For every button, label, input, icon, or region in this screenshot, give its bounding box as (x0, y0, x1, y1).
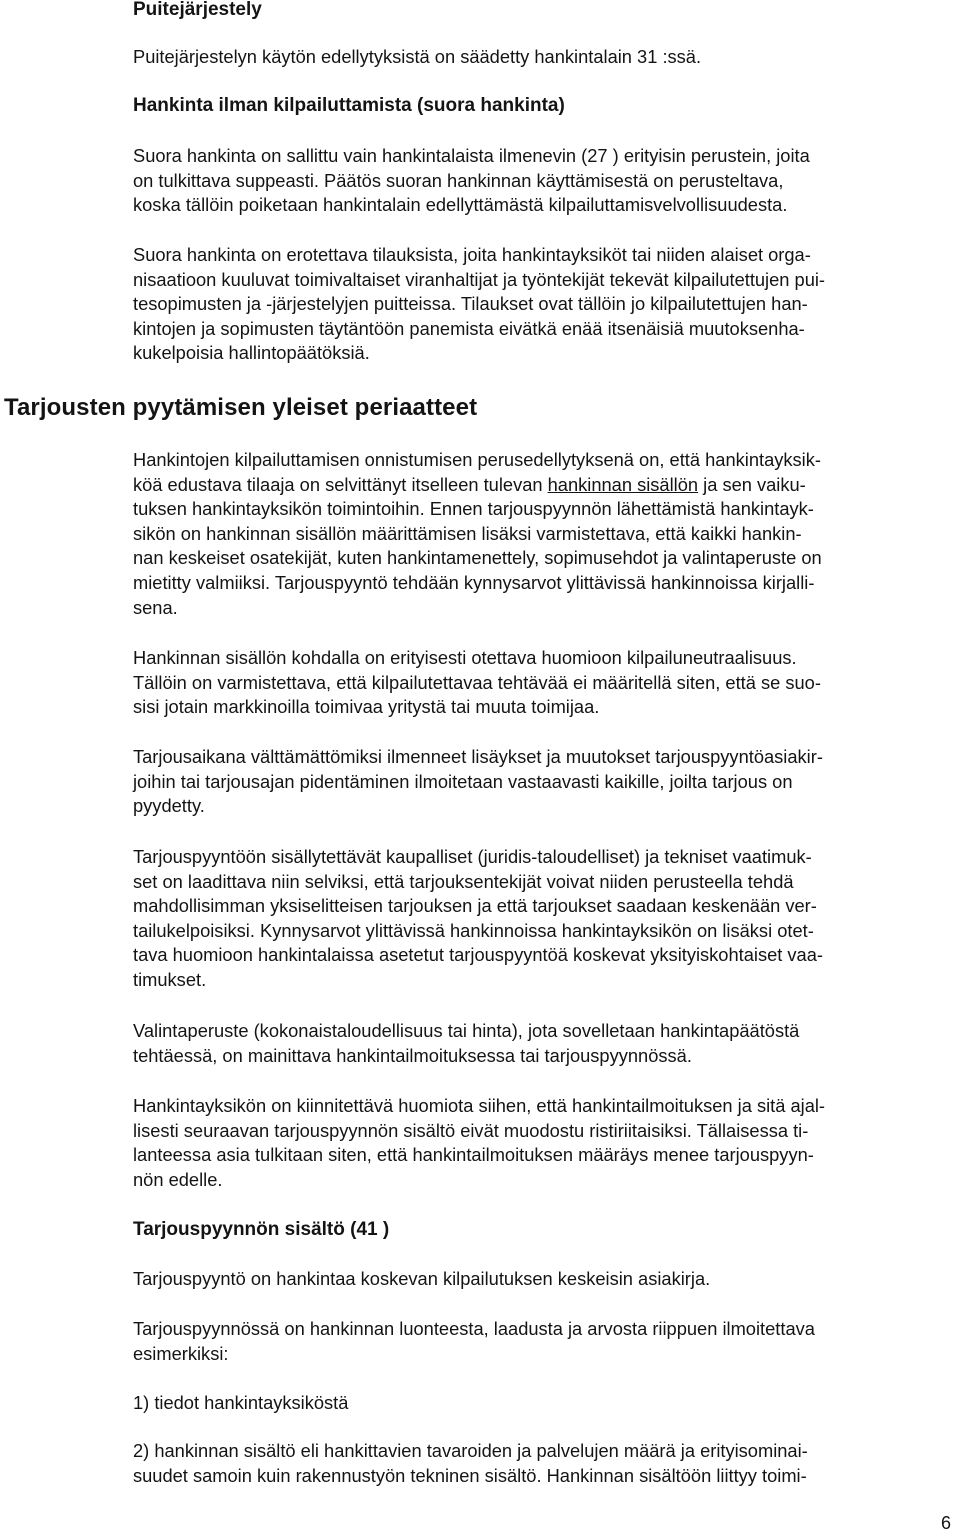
text-line: sena. (133, 596, 178, 618)
paragraph-tarjousten-pyytaminen-3 (133, 745, 955, 819)
paragraph-tarjousten-pyytaminen-6 (133, 1094, 955, 1192)
text-line: Puitejärjestelyn käytön edellytyksistä on säädetty hankintalain 31 :ssä. (133, 46, 702, 67)
paragraph-puitejarjestely (133, 45, 955, 70)
text-line: Hankintojen kilpailuttamisen onnistumisen perusedellytyksenä on, että hankintayksik- (133, 449, 821, 470)
text-line: esimerkiksi: (133, 1342, 229, 1364)
text-fragment: ja sen vaiku- (698, 473, 806, 495)
page-number: 6 (940, 1513, 951, 1533)
paragraph-suora-hankinta-1 (133, 144, 955, 218)
text-line: Tarjouspyyntö on hankintaa koskevan kilpailutuksen keskeisin asiakirja. (133, 1268, 711, 1289)
list-item-2 (133, 1439, 955, 1488)
text-line: Tarjouspyynnössä on hankinnan luonteesta, laadusta ja arvosta riippuen ilmoitettava (133, 1318, 815, 1339)
text-line: Tällöin on varmistettava, että kilpailutettavaa tehtävää ei määritellä siten, että se suo- (133, 671, 821, 693)
text-line: nisaatioon kuuluvat toimivaltaiset viranhaltijat ja työntekijät tekevät kilpailutettujen pui- (133, 268, 826, 290)
text-line: timukset. (133, 968, 207, 990)
paragraph-tarjousten-pyytaminen-4 (133, 845, 955, 993)
text-line: sikön on hankinnan sisällön määrittämisen lisäksi varmistettava, että kaikki hankin- (133, 522, 802, 544)
text-line: lanteessa asia tulkitaan siten, että hankintailmoituksen määräys menee tarjouspyyn- (133, 1144, 814, 1166)
list-item-1 (133, 1391, 955, 1416)
text-line: tehtäessä, on mainittava hankintailmoituksessa tai tarjouspyynnössä. (133, 1044, 692, 1066)
text-line: Suora hankinta on sallittu vain hankintalaista ilmenevin (27 ) erityisin perustein, joita (133, 145, 810, 166)
text-line: Tarjouspyyntöön sisällytettävät kaupalliset (juridis-taloudelliset) ja tekniset vaatimuk- (133, 846, 812, 867)
section-heading-tarjouspyynnon-sisalto: Tarjouspyynnön sisältö (41 ) (133, 1219, 390, 1240)
text-line: mietitty valmiiksi. Tarjouspyyntö tehdään kynnysarvot ylittävissä hankinnoissa kirjalli- (133, 571, 815, 593)
paragraph-tarjousten-pyytaminen-1 (133, 448, 955, 620)
text-fragment: köä edustava tilaaja on selvittänyt itselleen tulevan (133, 473, 548, 495)
text-line: on tulkittava suppeasti. Päätös suoran hankinnan käyttämisestä on perusteltava, (133, 169, 784, 191)
text-line: tuksen hankintayksikön toimintoihin. Ennen tarjouspyynnön lähettämistä hankintayk- (133, 498, 814, 520)
text-line: Valintaperuste (kokonaistaloudellisuus tai hinta), jota sovelletaan hankintapäätöstä (133, 1020, 800, 1041)
text-line: mahdollisimman yksiselitteisen tarjouksen ja että tarjoukset saadaan keskenään ver- (133, 895, 817, 917)
text-line: Hankinnan sisällön kohdalla on erityisesti otettava huomioon kilpailuneutraalisuus. (133, 647, 797, 668)
paragraph-tarjouspyynnon-sisalto-2 (133, 1317, 955, 1366)
text-line: lisesti seuraavan tarjouspyynnön sisältö eivät muodostu ristiriitaisiksi. Tällaisessa ti- (133, 1119, 809, 1141)
text-line: 1) tiedot hankintayksiköstä (133, 1392, 349, 1413)
text-line: suudet samoin kuin rakennustyön tekninen sisältö. Hankinnan sisältöön liittyy toimi- (133, 1464, 807, 1486)
hankinnan-sisallon-link[interactable]: hankinnan sisällön (547, 473, 699, 495)
text-line: kukelpoisia hallintopäätöksiä. (133, 342, 370, 364)
text-line: kintojen ja sopimusten täytäntöön panemista eivätkä enää itsenäisiä muutoksenha- (133, 317, 805, 339)
paragraph-tarjouspyynnon-sisalto-1 (133, 1267, 955, 1292)
text-line: 2) hankinnan sisältö eli hankittavien tavaroiden ja palvelujen määrä ja erityisominai- (133, 1440, 808, 1461)
paragraph-suora-hankinta-2 (133, 243, 955, 366)
text-line: tava huomioon hankintalaissa asetetut tarjouspyyntöä koskevat yksityiskohtaiset vaa- (133, 944, 823, 966)
paragraph-tarjousten-pyytaminen-2 (133, 646, 955, 720)
text-line (133, 473, 955, 498)
text-line: koska tällöin poiketaan hankintalain edellyttämästä kilpailuttamisvelvollisuudesta. (133, 194, 788, 216)
text-line: Tarjousaikana välttämättömiksi ilmenneet lisäykset ja muutokset tarjouspyyntöasiakir- (133, 746, 823, 767)
text-line: joihin tai tarjousajan pidentäminen ilmoitetaan vastaavasti kaikille, joilta tarjous on (133, 770, 793, 792)
text-line: nön edelle. (133, 1168, 223, 1190)
text-line: sisi jotain markkinoilla toimivaa yritystä tai muuta toimijaa. (133, 696, 600, 718)
section-heading-tarjousten-pyytaminen: Tarjousten pyytämisen yleiset periaatteet (4, 394, 478, 421)
paragraph-tarjousten-pyytaminen-5 (133, 1019, 955, 1068)
text-line: set on laadittava niin selviksi, että tarjouksentekijät voivat niiden perusteella tehdä (133, 870, 794, 892)
text-line: Suora hankinta on erotettava tilauksista, joita hankintayksiköt tai niiden alaiset orga- (133, 244, 811, 265)
text-line: Hankintayksikön on kiinnitettävä huomiota siihen, että hankintailmoituksen ja sitä ajal- (133, 1095, 826, 1116)
text-line: tailukelpoisiksi. Kynnysarvot ylittävissä hankinnoissa hankintayksikön on lisäksi otet- (133, 919, 814, 941)
text-line: nan keskeiset osatekijät, kuten hankintamenettely, sopimusehdot ja valintaperuste on (133, 547, 822, 569)
text-line: pyydetty. (133, 795, 205, 817)
section-heading-puitejarjestely: Puitejärjestely (133, 0, 262, 20)
section-heading-suora-hankinta: Hankinta ilman kilpailuttamista (suora hankinta) (133, 95, 565, 116)
text-line: tesopimusten ja -järjestelyjen puitteissa. Tilaukset ovat tällöin jo kilpailutettujen han- (133, 293, 808, 315)
